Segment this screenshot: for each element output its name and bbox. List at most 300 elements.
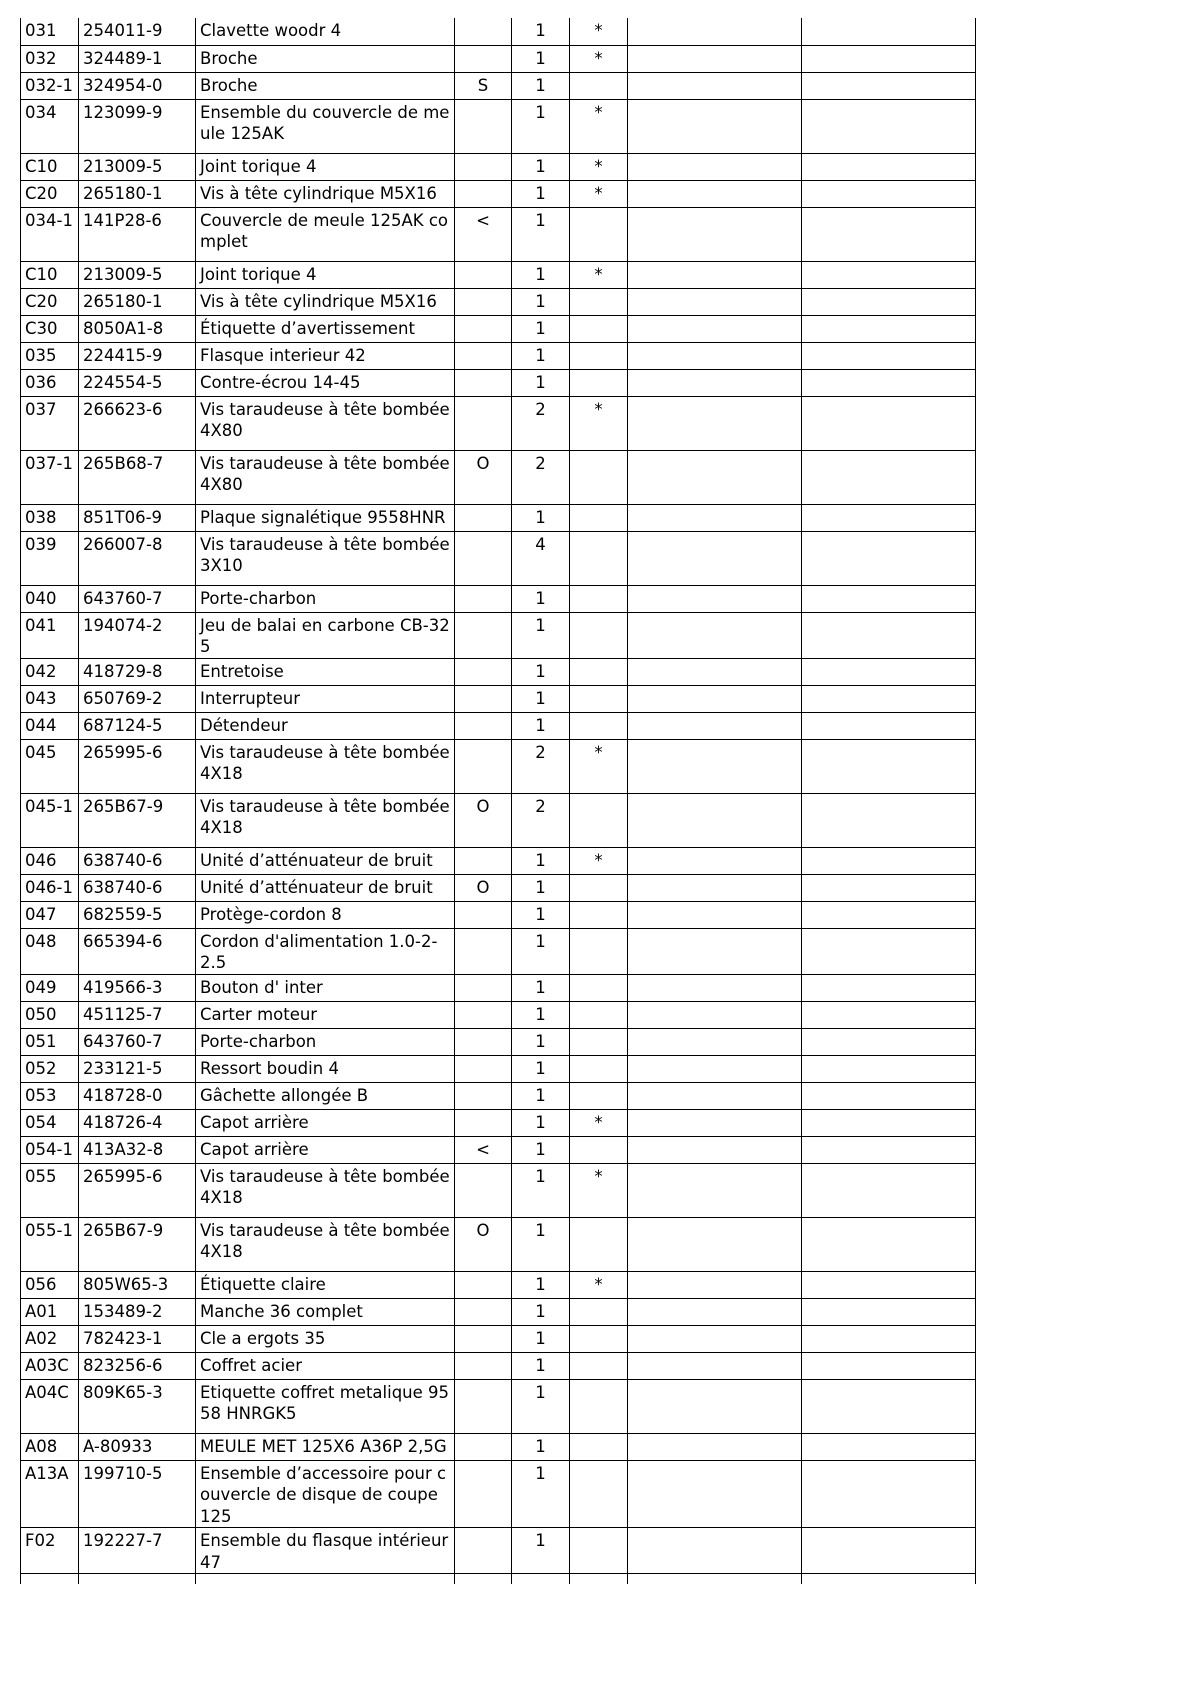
empty-cell <box>628 1379 802 1433</box>
empty-cell <box>802 793 976 847</box>
empty-cell <box>628 45 802 72</box>
quantity-cell: 1 <box>512 874 570 901</box>
flag-cell <box>455 1298 512 1325</box>
note-cell: * <box>570 1163 628 1217</box>
note-cell <box>570 1325 628 1352</box>
table-row <box>21 315 976 342</box>
part-number-cell: 823256-6 <box>79 1352 196 1379</box>
empty-cell <box>628 396 802 450</box>
empty-cell <box>802 1163 976 1217</box>
empty-cell <box>802 315 976 342</box>
empty-cell <box>628 180 802 207</box>
ref-cell: C10 <box>21 153 79 180</box>
table-row <box>21 18 976 45</box>
quantity-cell: 1 <box>512 1055 570 1082</box>
quantity-cell: 1 <box>512 504 570 531</box>
ref-cell: 034-1 <box>21 207 79 261</box>
empty-cell <box>802 369 976 396</box>
quantity-cell: 2 <box>512 739 570 793</box>
table-row <box>21 739 976 793</box>
part-number-cell: 638740-6 <box>79 874 196 901</box>
table-row <box>21 1217 976 1271</box>
flag-cell <box>455 288 512 315</box>
flag-cell <box>455 1271 512 1298</box>
empty-cell <box>802 531 976 585</box>
quantity-cell: 1 <box>512 1433 570 1460</box>
table-row <box>21 1055 976 1082</box>
empty-cell <box>628 847 802 874</box>
part-number-cell: 8050A1-8 <box>79 315 196 342</box>
note-cell <box>570 1298 628 1325</box>
description-cell: Vis taraudeuse à tête bombée 4X18 <box>196 793 455 847</box>
part-number-cell: 265B67-9 <box>79 793 196 847</box>
description-cell: Joint torique 4 <box>196 153 455 180</box>
table-row <box>21 974 976 1001</box>
table-row <box>21 1163 976 1217</box>
empty-cell <box>628 315 802 342</box>
empty-cell <box>802 974 976 1001</box>
ref-cell: 051 <box>21 1028 79 1055</box>
note-cell <box>570 288 628 315</box>
quantity-cell: 1 <box>512 901 570 928</box>
ref-cell: 044 <box>21 712 79 739</box>
note-cell: * <box>570 1271 628 1298</box>
description-cell: Entretoise <box>196 658 455 685</box>
quantity-cell: 1 <box>512 261 570 288</box>
empty-cell <box>628 685 802 712</box>
description-cell: Plaque signalétique 9558HNR <box>196 504 455 531</box>
quantity-cell: 1 <box>512 72 570 99</box>
part-number-cell: 650769-2 <box>79 685 196 712</box>
empty-cell <box>802 180 976 207</box>
description-cell: Ensemble du couvercle de meule 125AK <box>196 99 455 153</box>
flag-cell <box>455 1001 512 1028</box>
note-cell: * <box>570 99 628 153</box>
ref-cell: 046-1 <box>21 874 79 901</box>
table-row <box>21 874 976 901</box>
empty-cell <box>628 901 802 928</box>
part-number-cell: 265B67-9 <box>79 1217 196 1271</box>
description-cell: Jeu de balai en carbone CB-325 <box>196 612 455 658</box>
ref-cell: 032-1 <box>21 72 79 99</box>
ref-cell: 042 <box>21 658 79 685</box>
ref-cell: C10 <box>21 261 79 288</box>
note-cell: * <box>570 153 628 180</box>
flag-cell <box>455 1082 512 1109</box>
flag-cell <box>455 901 512 928</box>
flag-cell <box>455 1028 512 1055</box>
description-cell: Ensemble du flasque intérieur 47 <box>196 1528 455 1574</box>
flag-cell <box>455 369 512 396</box>
empty-cell <box>628 342 802 369</box>
description-cell: Etiquette coffret metalique 9558 HNRGK5 <box>196 1379 455 1433</box>
note-cell: * <box>570 739 628 793</box>
description-cell: Étiquette claire <box>196 1271 455 1298</box>
description-cell: Ensemble d’accessoire pour couvercle de disque de coupe 125 <box>196 1460 455 1528</box>
description-cell: Ressort boudin 4 <box>196 1055 455 1082</box>
note-cell <box>570 1460 628 1528</box>
note-cell <box>570 1028 628 1055</box>
empty-cell <box>802 396 976 450</box>
note-cell: * <box>570 45 628 72</box>
description-cell: Vis taraudeuse à tête bombée 4X80 <box>196 396 455 450</box>
flag-cell <box>455 739 512 793</box>
description-cell: Manche 36 complet <box>196 1298 455 1325</box>
flag-cell: < <box>455 207 512 261</box>
description-cell: Vis taraudeuse à tête bombée 4X18 <box>196 739 455 793</box>
table-row <box>21 612 976 658</box>
ref-cell: A01 <box>21 1298 79 1325</box>
note-cell <box>570 1352 628 1379</box>
part-number-cell: 194074-2 <box>79 612 196 658</box>
table-row <box>21 1433 976 1460</box>
note-cell <box>570 531 628 585</box>
empty-cell <box>802 45 976 72</box>
flag-cell <box>455 396 512 450</box>
flag-cell <box>455 504 512 531</box>
note-cell <box>570 612 628 658</box>
flag-cell <box>455 261 512 288</box>
note-cell <box>570 450 628 504</box>
empty-cell <box>802 928 976 974</box>
description-cell: Flasque interieur 42 <box>196 342 455 369</box>
parts-table-body <box>21 18 976 1584</box>
description-cell: Détendeur <box>196 712 455 739</box>
quantity-cell: 1 <box>512 685 570 712</box>
quantity-cell: 1 <box>512 1217 570 1271</box>
note-cell <box>570 1001 628 1028</box>
ref-cell: 052 <box>21 1055 79 1082</box>
empty-cell <box>802 18 976 45</box>
part-number-cell: 324489-1 <box>79 45 196 72</box>
flag-cell <box>455 315 512 342</box>
flag-cell <box>455 1163 512 1217</box>
flag-cell <box>455 974 512 1001</box>
empty-cell <box>802 1460 976 1528</box>
ref-cell: 039 <box>21 531 79 585</box>
quantity-cell: 1 <box>512 315 570 342</box>
flag-cell <box>455 153 512 180</box>
ref-cell: A08 <box>21 1433 79 1460</box>
empty-cell <box>802 585 976 612</box>
flag-cell <box>455 1528 512 1574</box>
flag-cell <box>455 1109 512 1136</box>
note-cell <box>570 793 628 847</box>
part-number-cell: 413A32-8 <box>79 1136 196 1163</box>
quantity-cell: 1 <box>512 342 570 369</box>
empty-cell <box>628 1217 802 1271</box>
table-row <box>21 342 976 369</box>
empty-cell <box>802 1217 976 1271</box>
ref-cell: C30 <box>21 315 79 342</box>
part-number-cell: A-80933 <box>79 1433 196 1460</box>
description-cell: Gâchette allongée B <box>196 1082 455 1109</box>
part-number-cell: 665394-6 <box>79 928 196 974</box>
empty-cell <box>802 1325 976 1352</box>
flag-cell: O <box>455 874 512 901</box>
description-cell: Couvercle de meule 125AK complet <box>196 207 455 261</box>
ref-cell: 035 <box>21 342 79 369</box>
empty-cell <box>628 1271 802 1298</box>
ref-cell: 054 <box>21 1109 79 1136</box>
table-row <box>21 504 976 531</box>
empty-cell <box>628 658 802 685</box>
table-row-continuation <box>21 1574 976 1584</box>
quantity-cell: 1 <box>512 1352 570 1379</box>
ref-cell: 049 <box>21 974 79 1001</box>
description-cell: Vis taraudeuse à tête bombée 4X18 <box>196 1163 455 1217</box>
empty-cell <box>628 153 802 180</box>
empty-cell <box>802 1528 976 1574</box>
quantity-cell: 1 <box>512 1028 570 1055</box>
quantity-cell: 1 <box>512 288 570 315</box>
empty-cell <box>802 612 976 658</box>
empty-cell <box>802 1298 976 1325</box>
part-number-cell: 418726-4 <box>79 1109 196 1136</box>
part-number-cell: 418728-0 <box>79 1082 196 1109</box>
table-row <box>21 1001 976 1028</box>
table-row <box>21 1379 976 1433</box>
part-number-cell: 324954-0 <box>79 72 196 99</box>
empty-cell <box>802 1433 976 1460</box>
table-row <box>21 207 976 261</box>
part-number-cell: 153489-2 <box>79 1298 196 1325</box>
note-cell: * <box>570 1109 628 1136</box>
empty-cell <box>628 1028 802 1055</box>
flag-cell <box>455 685 512 712</box>
description-cell: Bouton d' inter <box>196 974 455 1001</box>
part-number-cell: 265180-1 <box>79 180 196 207</box>
part-number-cell: 141P28-6 <box>79 207 196 261</box>
part-number-cell: 638740-6 <box>79 847 196 874</box>
part-number-cell: 266007-8 <box>79 531 196 585</box>
table-row <box>21 658 976 685</box>
table-row <box>21 450 976 504</box>
quantity-cell: 1 <box>512 1082 570 1109</box>
empty-cell <box>802 685 976 712</box>
flag-cell <box>455 612 512 658</box>
ref-cell: A04C <box>21 1379 79 1433</box>
empty-cell <box>802 450 976 504</box>
empty-cell <box>628 585 802 612</box>
note-cell <box>570 342 628 369</box>
description-cell: Clavette woodr 4 <box>196 18 455 45</box>
description-cell: Broche <box>196 45 455 72</box>
empty-cell <box>628 207 802 261</box>
empty-cell <box>628 1528 802 1574</box>
note-cell <box>570 901 628 928</box>
flag-cell <box>455 847 512 874</box>
empty-cell <box>628 974 802 1001</box>
flag-cell <box>455 531 512 585</box>
note-cell <box>570 974 628 1001</box>
part-number-cell: 213009-5 <box>79 261 196 288</box>
empty-cell <box>628 1574 802 1584</box>
flag-cell <box>455 1460 512 1528</box>
flag-cell: O <box>455 1217 512 1271</box>
flag-cell <box>455 658 512 685</box>
ref-cell: 034 <box>21 99 79 153</box>
empty-cell <box>802 1271 976 1298</box>
note-cell <box>570 874 628 901</box>
flag-cell <box>455 585 512 612</box>
note-cell <box>570 1082 628 1109</box>
empty-cell <box>628 450 802 504</box>
empty-cell <box>196 1574 455 1584</box>
empty-cell <box>628 1109 802 1136</box>
quantity-cell: 1 <box>512 1325 570 1352</box>
empty-cell <box>802 207 976 261</box>
description-cell: Interrupteur <box>196 685 455 712</box>
table-row <box>21 72 976 99</box>
flag-cell: S <box>455 72 512 99</box>
table-row <box>21 153 976 180</box>
part-number-cell: 224415-9 <box>79 342 196 369</box>
empty-cell <box>802 72 976 99</box>
quantity-cell: 2 <box>512 450 570 504</box>
ref-cell: 037-1 <box>21 450 79 504</box>
quantity-cell: 1 <box>512 153 570 180</box>
empty-cell <box>628 739 802 793</box>
ref-cell: 036 <box>21 369 79 396</box>
part-number-cell: 851T06-9 <box>79 504 196 531</box>
empty-cell <box>802 342 976 369</box>
ref-cell: A03C <box>21 1352 79 1379</box>
description-cell: Protège-cordon 8 <box>196 901 455 928</box>
empty-cell <box>512 1574 570 1584</box>
description-cell: Cordon d'alimentation 1.0-2-2.5 <box>196 928 455 974</box>
part-number-cell: 451125-7 <box>79 1001 196 1028</box>
part-number-cell: 809K65-3 <box>79 1379 196 1433</box>
ref-cell: 056 <box>21 1271 79 1298</box>
table-row <box>21 45 976 72</box>
flag-cell <box>455 928 512 974</box>
part-number-cell: 192227-7 <box>79 1528 196 1574</box>
empty-cell <box>802 1001 976 1028</box>
empty-cell <box>628 531 802 585</box>
flag-cell <box>455 1325 512 1352</box>
part-number-cell: 805W65-3 <box>79 1271 196 1298</box>
empty-cell <box>802 901 976 928</box>
table-row <box>21 288 976 315</box>
part-number-cell: 265995-6 <box>79 1163 196 1217</box>
empty-cell <box>628 369 802 396</box>
note-cell <box>570 712 628 739</box>
note-cell <box>570 928 628 974</box>
empty-cell <box>802 99 976 153</box>
empty-cell <box>628 793 802 847</box>
empty-cell <box>21 1574 79 1584</box>
note-cell: * <box>570 847 628 874</box>
table-row <box>21 1136 976 1163</box>
description-cell: MEULE MET 125X6 A36P 2,5G <box>196 1433 455 1460</box>
empty-cell <box>802 288 976 315</box>
description-cell: Vis taraudeuse à tête bombée 3X10 <box>196 531 455 585</box>
description-cell: Porte-charbon <box>196 1028 455 1055</box>
description-cell: Coffret acier <box>196 1352 455 1379</box>
empty-cell <box>455 1574 512 1584</box>
flag-cell <box>455 180 512 207</box>
ref-cell: C20 <box>21 288 79 315</box>
empty-cell <box>802 1379 976 1433</box>
table-row <box>21 712 976 739</box>
empty-cell <box>628 18 802 45</box>
ref-cell: 053 <box>21 1082 79 1109</box>
flag-cell <box>455 1055 512 1082</box>
table-row <box>21 531 976 585</box>
description-cell: Joint torique 4 <box>196 261 455 288</box>
description-cell: Vis taraudeuse à tête bombée 4X80 <box>196 450 455 504</box>
empty-cell <box>802 874 976 901</box>
description-cell: Carter moteur <box>196 1001 455 1028</box>
table-row <box>21 901 976 928</box>
note-cell: * <box>570 180 628 207</box>
quantity-cell: 1 <box>512 712 570 739</box>
flag-cell <box>455 1433 512 1460</box>
ref-cell: 031 <box>21 18 79 45</box>
part-number-cell: 265180-1 <box>79 288 196 315</box>
description-cell: Vis à tête cylindrique M5X16 <box>196 288 455 315</box>
part-number-cell: 687124-5 <box>79 712 196 739</box>
note-cell <box>570 1433 628 1460</box>
empty-cell <box>628 1325 802 1352</box>
quantity-cell: 1 <box>512 180 570 207</box>
empty-cell <box>628 1001 802 1028</box>
empty-cell <box>628 874 802 901</box>
quantity-cell: 1 <box>512 612 570 658</box>
empty-cell <box>628 1298 802 1325</box>
part-number-cell: 265B68-7 <box>79 450 196 504</box>
ref-cell: 038 <box>21 504 79 531</box>
empty-cell <box>802 1082 976 1109</box>
table-row <box>21 847 976 874</box>
note-cell <box>570 585 628 612</box>
table-row <box>21 180 976 207</box>
part-number-cell: 254011-9 <box>79 18 196 45</box>
flag-cell <box>455 1379 512 1433</box>
empty-cell <box>628 1352 802 1379</box>
table-row <box>21 685 976 712</box>
parts-table <box>20 18 976 1584</box>
ref-cell: 045-1 <box>21 793 79 847</box>
flag-cell <box>455 99 512 153</box>
part-number-cell: 643760-7 <box>79 585 196 612</box>
part-number-cell: 123099-9 <box>79 99 196 153</box>
quantity-cell: 1 <box>512 369 570 396</box>
quantity-cell: 1 <box>512 658 570 685</box>
table-row <box>21 1325 976 1352</box>
quantity-cell: 1 <box>512 1298 570 1325</box>
table-row <box>21 396 976 450</box>
quantity-cell: 1 <box>512 1460 570 1528</box>
description-cell: Unité d’atténuateur de bruit <box>196 874 455 901</box>
description-cell: Unité d’atténuateur de bruit <box>196 847 455 874</box>
empty-cell <box>628 1163 802 1217</box>
ref-cell: 055-1 <box>21 1217 79 1271</box>
note-cell <box>570 72 628 99</box>
empty-cell <box>628 712 802 739</box>
note-cell <box>570 1136 628 1163</box>
empty-cell <box>79 1574 196 1584</box>
table-row <box>21 1271 976 1298</box>
note-cell <box>570 315 628 342</box>
table-row <box>21 261 976 288</box>
note-cell: * <box>570 18 628 45</box>
note-cell <box>570 504 628 531</box>
empty-cell <box>802 1055 976 1082</box>
ref-cell: 032 <box>21 45 79 72</box>
empty-cell <box>628 288 802 315</box>
